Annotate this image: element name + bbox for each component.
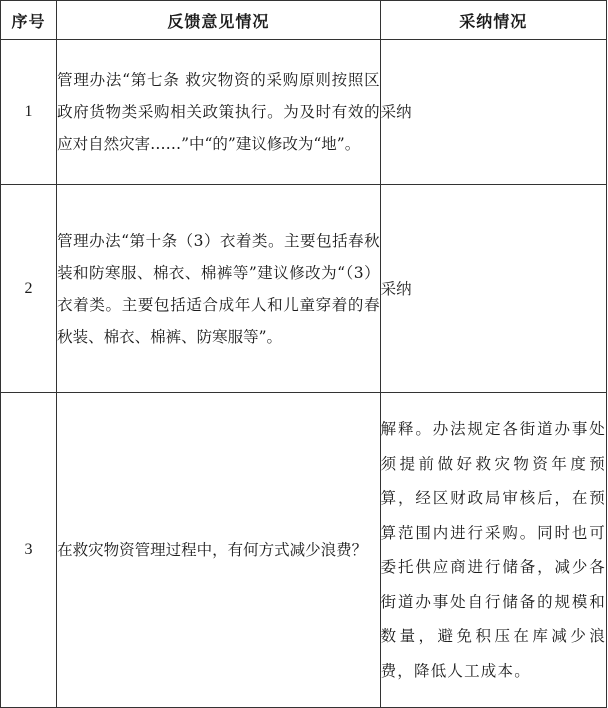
row-feedback: 管理办法“第七条 救灾物资的采购原则按照区政府货物类采购相关政策执行。为及时有效的应对自然灾害……”中“的”建议修改为“地”。 <box>57 40 381 185</box>
table-row <box>1 185 607 393</box>
row-feedback: 在救灾物资管理过程中，有何方式减少浪费？ <box>57 393 381 708</box>
header-adoption: 采纳情况 <box>380 1 606 40</box>
header-serial-number: 序号 <box>1 1 57 40</box>
row-adoption: 采纳 <box>380 185 606 393</box>
table-header-row <box>1 1 607 40</box>
row-serial-number: 3 <box>1 393 57 708</box>
row-adoption: 解释。办法规定各街道办事处须提前做好救灾物资年度预算，经区财政局审核后，在预算范围内进行采购。同时也可委托供应商进行储备，减少各街道办事处自行储备的规模和数量，避免积压在库减少浪费，降低人工成本。 <box>380 393 606 708</box>
row-serial-number: 1 <box>1 40 57 185</box>
table-row <box>1 393 607 708</box>
row-serial-number: 2 <box>1 185 57 393</box>
table-row <box>1 40 607 185</box>
row-adoption: 采纳 <box>380 40 606 185</box>
header-feedback: 反馈意见情况 <box>57 1 381 40</box>
row-feedback: 管理办法“第十条（3）衣着类。主要包括春秋装和防寒服、棉衣、棉裤等”建议修改为“（3）衣着类。主要包括适合成年人和儿童穿着的春秋装、棉衣、棉裤、防寒服等”。 <box>57 185 381 393</box>
